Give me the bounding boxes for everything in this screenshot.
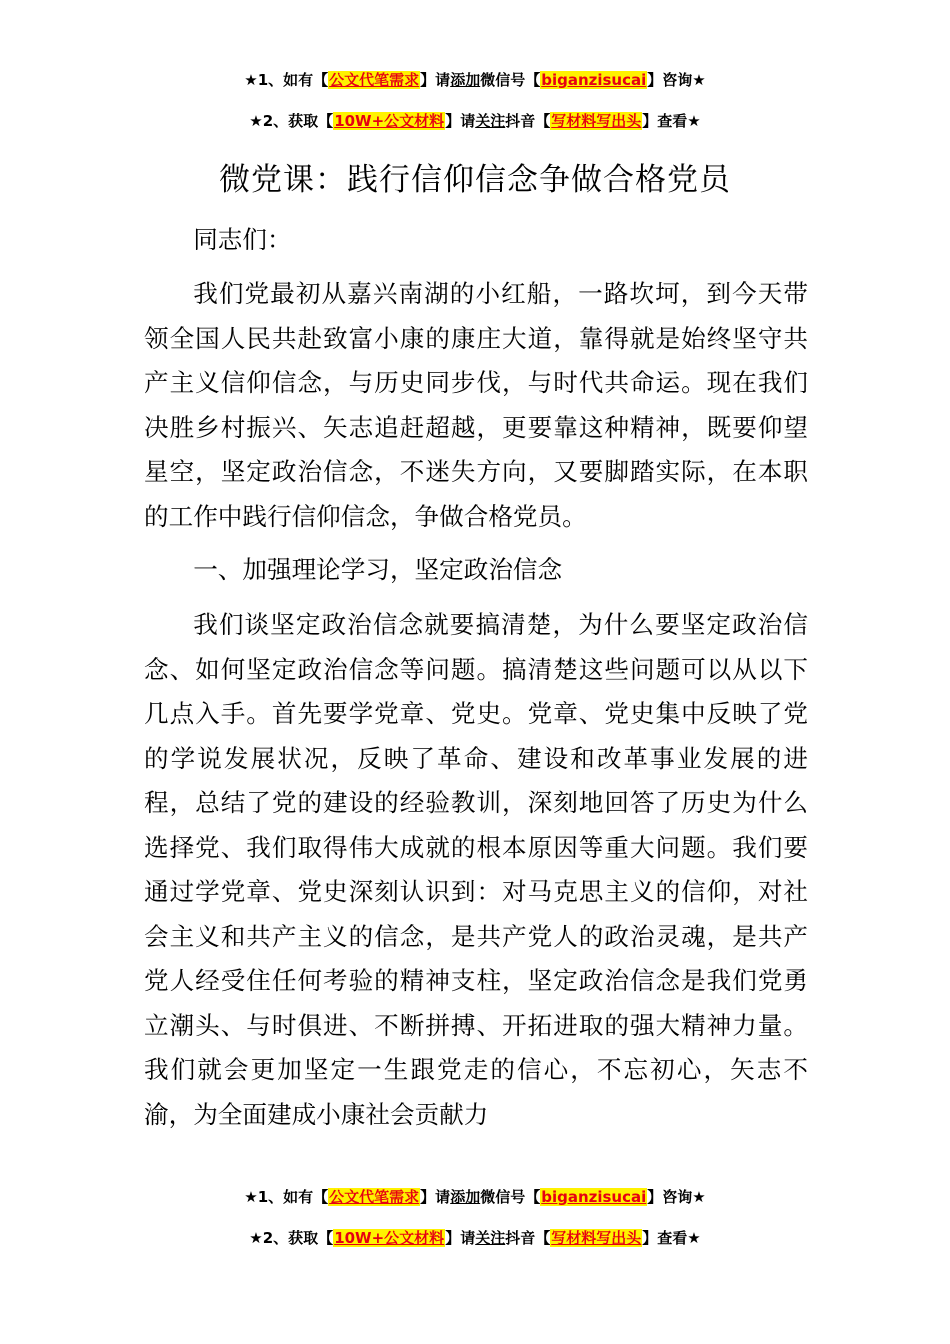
ad-text: 】请 <box>445 1229 476 1247</box>
ad-highlight-wechat-id: biganzisucai <box>541 1188 647 1206</box>
ad-highlight-douyin-account: 写材料写出头 <box>551 1229 642 1247</box>
ad-underlined-text: 添加 <box>450 71 481 89</box>
ad-highlight-douyin-account: 写材料写出头 <box>551 112 642 130</box>
ad-text: 微信号【 <box>480 1188 541 1206</box>
ad-text: 抖音【 <box>505 1229 551 1247</box>
ad-text: ★2、获取【 <box>249 1229 334 1247</box>
ad-text: 】咨询★ <box>647 71 706 89</box>
bottom-ad-line-1 <box>0 1187 950 1207</box>
paragraph-section-1: 我们谈坚定政治信念就要搞清楚，为什么要坚定政治信念、如何坚定政治信念等问题。搞清楚这些问题可以从以下几点入手。首先要学党章、党史。党章、党史集中反映了党的学说发展状况，反映了革命、建设和改革事业发展的进程，总结了党的建设的经验教训，深刻地回答了历史为什么选择党、我们取得伟大成就的根本原因等重大问题。我们要通过学党章、党史深刻认识到：对马克思主义的信仰，对社会主义和共产主义的信念，是共产党人的政治灵魂，是共产党人经受住任何考验的精神支柱，坚定政治信念是我们党勇立潮头、与时俱进、不断拼搏、开拓进取的强大精神力量。我们就会更加坚定一生跟党走的信心，不忘初心，矢志不渝，为全面建成小康社会贡献力 <box>144 610 808 1129</box>
document-title: 微党课：践行信仰信念争做合格党员 <box>219 162 731 198</box>
ad-text: 微信号【 <box>480 71 541 89</box>
top-ad-line-2 <box>0 111 950 131</box>
paragraph-intro: 我们党最初从嘉兴南湖的小红船，一路坎坷，到今天带领全国人民共赴致富小康的康庄大道，靠得就是始终坚守共产主义信仰信念，与历史同步伐，与时代共命运。现在我们决胜乡村振兴、矢志追赶超越，更要靠这种精神，既要仰望星空，坚定政治信念，不迷失方向，又要脚踏实际，在本职的工作中践行信仰信念，争做合格党员。 <box>144 279 808 531</box>
ad-text: ★1、如有【 <box>244 1188 329 1206</box>
ad-text: ★2、获取【 <box>249 112 334 130</box>
ad-text: 】请 <box>445 112 476 130</box>
ad-highlight-writing-service: 公文代笔需求 <box>329 1188 420 1206</box>
bottom-ad-line-2 <box>0 1228 950 1248</box>
greeting: 同志们： <box>193 225 292 254</box>
ad-text: ★1、如有【 <box>244 71 329 89</box>
top-ad-line-1 <box>0 70 950 90</box>
ad-highlight-materials: 10W+公文材料 <box>334 112 445 130</box>
ad-text: 】查看★ <box>642 112 701 130</box>
ad-underlined-text: 关注 <box>475 112 506 130</box>
ad-text: 】咨询★ <box>647 1188 706 1206</box>
ad-highlight-wechat-id: biganzisucai <box>541 71 647 89</box>
ad-text: 】请 <box>420 71 451 89</box>
ad-underlined-text: 添加 <box>450 1188 481 1206</box>
ad-text: 】请 <box>420 1188 451 1206</box>
ad-highlight-writing-service: 公文代笔需求 <box>329 71 420 89</box>
ad-text: 】查看★ <box>642 1229 701 1247</box>
section-heading: 一、加强理论学习，坚定政治信念 <box>193 555 563 584</box>
ad-text: 抖音【 <box>505 112 551 130</box>
ad-underlined-text: 关注 <box>475 1229 506 1247</box>
ad-highlight-materials: 10W+公文材料 <box>334 1229 445 1247</box>
